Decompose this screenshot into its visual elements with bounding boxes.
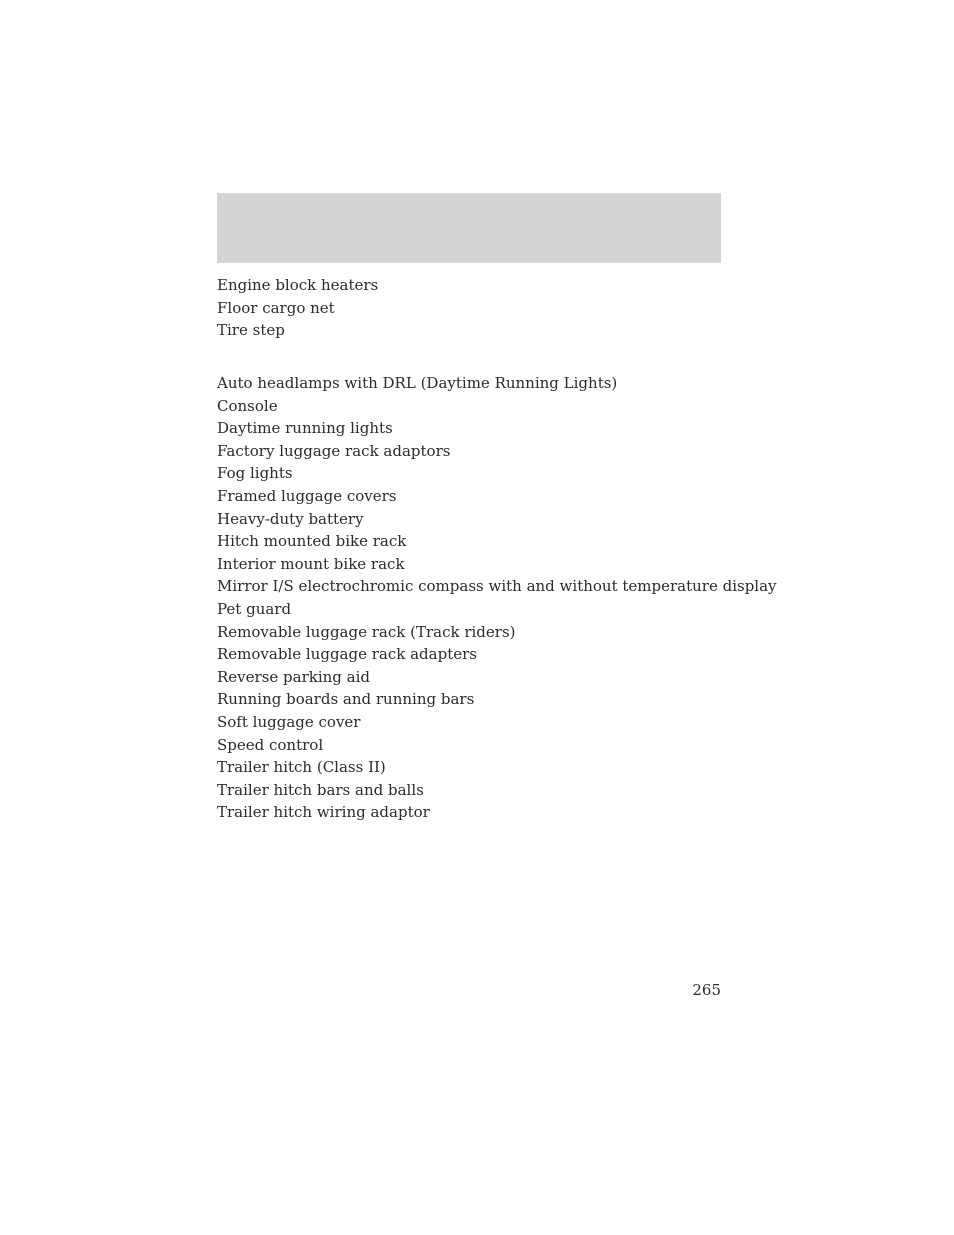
- list-item: Floor cargo net: [217, 298, 335, 317]
- page-number: 265: [692, 981, 721, 999]
- list-item: Framed luggage covers: [217, 486, 397, 505]
- list-item: Trailer hitch wiring adaptor: [217, 803, 430, 822]
- list-item: Daytime running lights: [217, 419, 393, 438]
- list-item: Speed control: [217, 735, 324, 754]
- list-item: Hitch mounted bike rack: [217, 532, 407, 551]
- list-item: Tire step: [217, 321, 285, 340]
- list-item: Auto headlamps with DRL (Daytime Running Lights): [217, 374, 618, 392]
- accessory-list-secondary: [217, 372, 777, 824]
- list-item: Removable luggage rack (Track riders): [217, 622, 516, 641]
- list-item: Factory luggage rack adaptors: [217, 441, 451, 460]
- accessory-list-primary: [217, 274, 378, 342]
- list-item: Reverse parking aid: [217, 667, 371, 686]
- list-item: Soft luggage cover: [217, 712, 361, 731]
- list-item: Removable luggage rack adapters: [217, 645, 477, 664]
- list-item: Trailer hitch (Class II): [217, 758, 386, 777]
- list-item: Trailer hitch bars and balls: [217, 780, 424, 799]
- list-item: Engine block heaters: [217, 276, 379, 294]
- list-item: Pet guard: [217, 599, 292, 618]
- list-item: Fog lights: [217, 464, 293, 483]
- section-header-band: [217, 193, 721, 263]
- list-item: Mirror I/S electrochromic compass with and without temperature display: [217, 577, 777, 596]
- list-item: Interior mount bike rack: [217, 554, 405, 573]
- list-item: Console: [217, 396, 278, 415]
- list-item: Heavy-duty battery: [217, 509, 364, 528]
- list-item: Running boards and running bars: [217, 690, 475, 709]
